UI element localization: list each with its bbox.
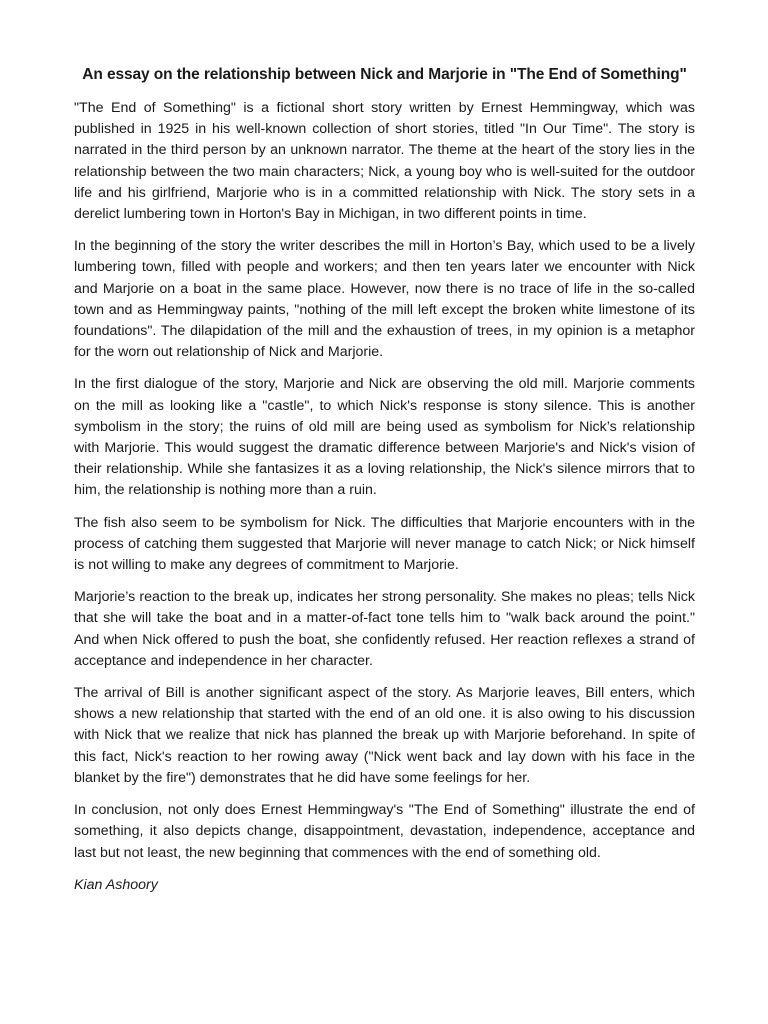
paragraph-fish-symbolism: The fish also seem to be symbolism for Nick. The difficulties that Marjorie encounters with in the process of catching them suggested that Marjorie will never manage to catch Nick; or Nick himself is not willing to make any degrees of commitment to Marjorie.	[74, 514, 695, 574]
paragraph-marjorie-reaction: Marjorie’s reaction to the break up, indicates her strong personality. She makes no pleas; tells Nick that she will take the boat and in a matter-of-fact tone tells him to "walk back around the point." And when Nick offered to push the boat, she confidently refused. Her reaction reflexes a strand of acceptance and independence in her character.	[74, 589, 695, 669]
paragraph-mill-description: In the beginning of the story the writer describes the mill in Horton’s Bay, which used to be a lively lumbering town, filled with people and workers; and then ten years later we encounter with Nick and Marjorie on a boat in the same place. However, now there is no trace of life in the so-called town and as Hemmingway paints, "nothing of the mill left except the broken white limestone of its foundations". The dilapidation of the mill and the exhaustion of trees, in my opinion is a metaphor for the worn out relationship of Nick and Marjorie.	[74, 238, 695, 361]
paragraph-bill-arrival: The arrival of Bill is another significant aspect of the story. As Marjorie leaves, Bill enters, which shows a new relationship that started with the end of an old one. it is also owing to his discussion with Nick that we realize that nick has planned the break up with Marjorie beforehand. In spite of this fact, Nick's reaction to her rowing away ("Nick went back and lay down with his face in the blanket by the fire") demonstrates that he did have some feelings for her.	[74, 685, 695, 786]
paragraph-conclusion: In conclusion, not only does Ernest Hemmingway's "The End of Something" illustrate the end of something, it also depicts change, disappointment, devastation, independence, acceptance and last but not least, the new beginning that commences with the end of something old.	[74, 802, 695, 861]
paragraph-first-dialogue: In the first dialogue of the story, Marjorie and Nick are observing the old mill. Marjorie comments on the mill as looking like a "castle", to which Nick's response is stony silence. This is another symbolism in the story; the ruins of old mill are being used as symbolism for Nick’s relationship with Marjorie. This would suggest the dramatic difference between Marjorie's and Nick's vision of their relationship. While she fantasizes it as a loving relationship, the Nick's silence mirrors that to him, the relationship is nothing more than a ruin.	[74, 376, 695, 499]
author-signature: Kian Ashoory	[74, 876, 158, 893]
paragraph-introduction: "The End of Something" is a fictional short story written by Ernest Hemmingway, which was published in 1925 in his well-known collection of short stories, titled "In Our Time". The story is narrated in the third person by an unknown narrator. The theme at the heart of the story lies in the relationship between the two main characters; Nick, a young boy who is well-suited for the outdoor life and his girlfriend, Marjorie who is in a committed relationship with Nick. The story sets in a derelict lumbering town in Horton's Bay in Michigan, in two different points in time.	[74, 100, 695, 223]
essay-title: An essay on the relationship between Nick and Marjorie in "The End of Something"	[82, 66, 687, 83]
essay-page	[74, 64, 695, 896]
